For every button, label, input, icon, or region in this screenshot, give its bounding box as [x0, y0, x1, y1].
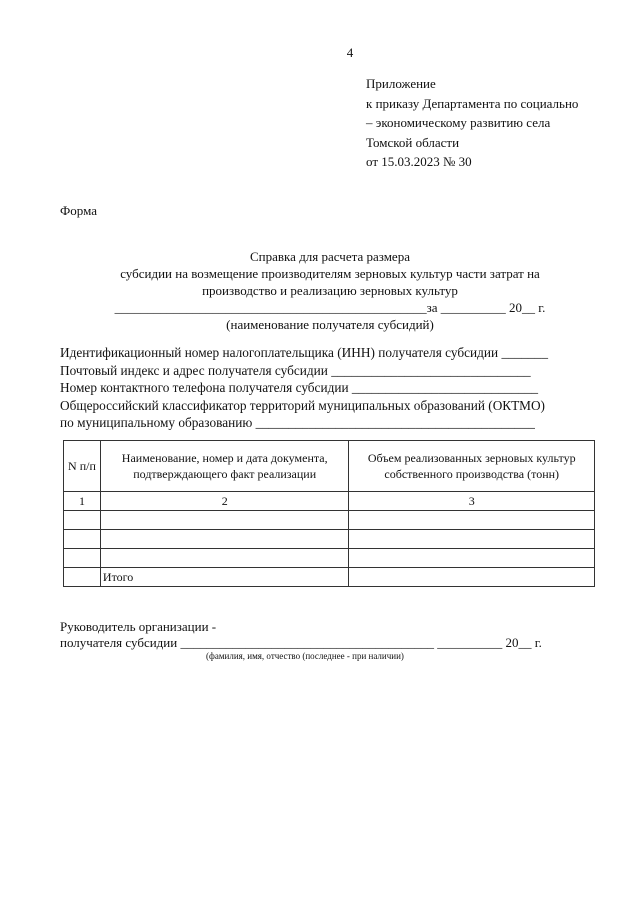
- sales-table: [63, 440, 595, 587]
- appendix-line: Томской области: [366, 134, 460, 150]
- address-field[interactable]: Почтовый индекс и адрес получателя субсидии ______________________________: [60, 362, 531, 378]
- table-cell[interactable]: [100, 549, 349, 568]
- phone-field[interactable]: Номер контактного телефона получателя субсидии ____________________________: [60, 380, 539, 395]
- signature-line: Руководитель организации -: [60, 619, 217, 634]
- header-cell: Объем реализованных зерновых культур собственного производства (тонн): [349, 441, 595, 492]
- total-label: Итого: [100, 568, 349, 587]
- appendix-line: – экономическому развитию села: [366, 115, 551, 130]
- title-line[interactable]: ________________________________________________за __________ 20__ г.: [114, 300, 546, 315]
- column-number-cell: 3: [349, 492, 595, 511]
- total-value-cell[interactable]: [349, 568, 595, 587]
- document-title: [60, 248, 600, 333]
- table-row: [64, 530, 595, 549]
- header-cell: Наименование, номер и дата документа, подтверждающего факт реализации: [100, 441, 349, 492]
- title-line: производство и реализацию зерновых культур: [202, 283, 458, 298]
- column-number-row: [64, 492, 595, 511]
- appendix-line: Приложение: [366, 76, 436, 91]
- header-cell: N п/п: [64, 441, 101, 492]
- signature-block: [60, 619, 542, 651]
- oktmo-label: Общероссийский классификатор территорий муниципальных образований (ОКТМО): [60, 397, 545, 413]
- recipient-info: [60, 344, 548, 432]
- table-cell[interactable]: [349, 530, 595, 549]
- oktmo-field[interactable]: по муниципальному образованию __________________________________________: [60, 415, 535, 430]
- table-cell[interactable]: [100, 530, 349, 549]
- table-cell[interactable]: [349, 549, 595, 568]
- title-line: (наименование получателя субсидий): [226, 317, 434, 332]
- signature-line[interactable]: получателя субсидии _______________________________________ __________ 20__ г.: [60, 635, 542, 650]
- appendix-line: от 15.03.2023 № 30: [366, 154, 472, 169]
- appendix-line: к приказу Департамента по социально: [366, 95, 579, 111]
- table-cell[interactable]: [349, 511, 595, 530]
- inn-field[interactable]: Идентификационный номер налогоплательщика (ИНН) получателя субсидии _______: [60, 345, 548, 360]
- column-number-cell: 1: [64, 492, 101, 511]
- signature-caption: (фамилия, имя, отчество (последнее - при наличии): [206, 651, 404, 661]
- form-label: Форма: [60, 203, 97, 218]
- title-line: субсидии на возмещение производителям зерновых культур части затрат на: [120, 266, 540, 281]
- appendix-block: [366, 74, 578, 172]
- title-line: Справка для расчета размера: [250, 249, 410, 264]
- page-number: 4: [346, 45, 354, 60]
- total-row: [64, 568, 595, 587]
- table-row: [64, 511, 595, 530]
- table-row: [64, 549, 595, 568]
- table-header-row: [64, 441, 595, 492]
- table-cell[interactable]: [64, 511, 101, 530]
- table-cell[interactable]: [64, 549, 101, 568]
- table-cell[interactable]: [64, 568, 101, 587]
- table-cell[interactable]: [100, 511, 349, 530]
- table-cell[interactable]: [64, 530, 101, 549]
- column-number-cell: 2: [100, 492, 349, 511]
